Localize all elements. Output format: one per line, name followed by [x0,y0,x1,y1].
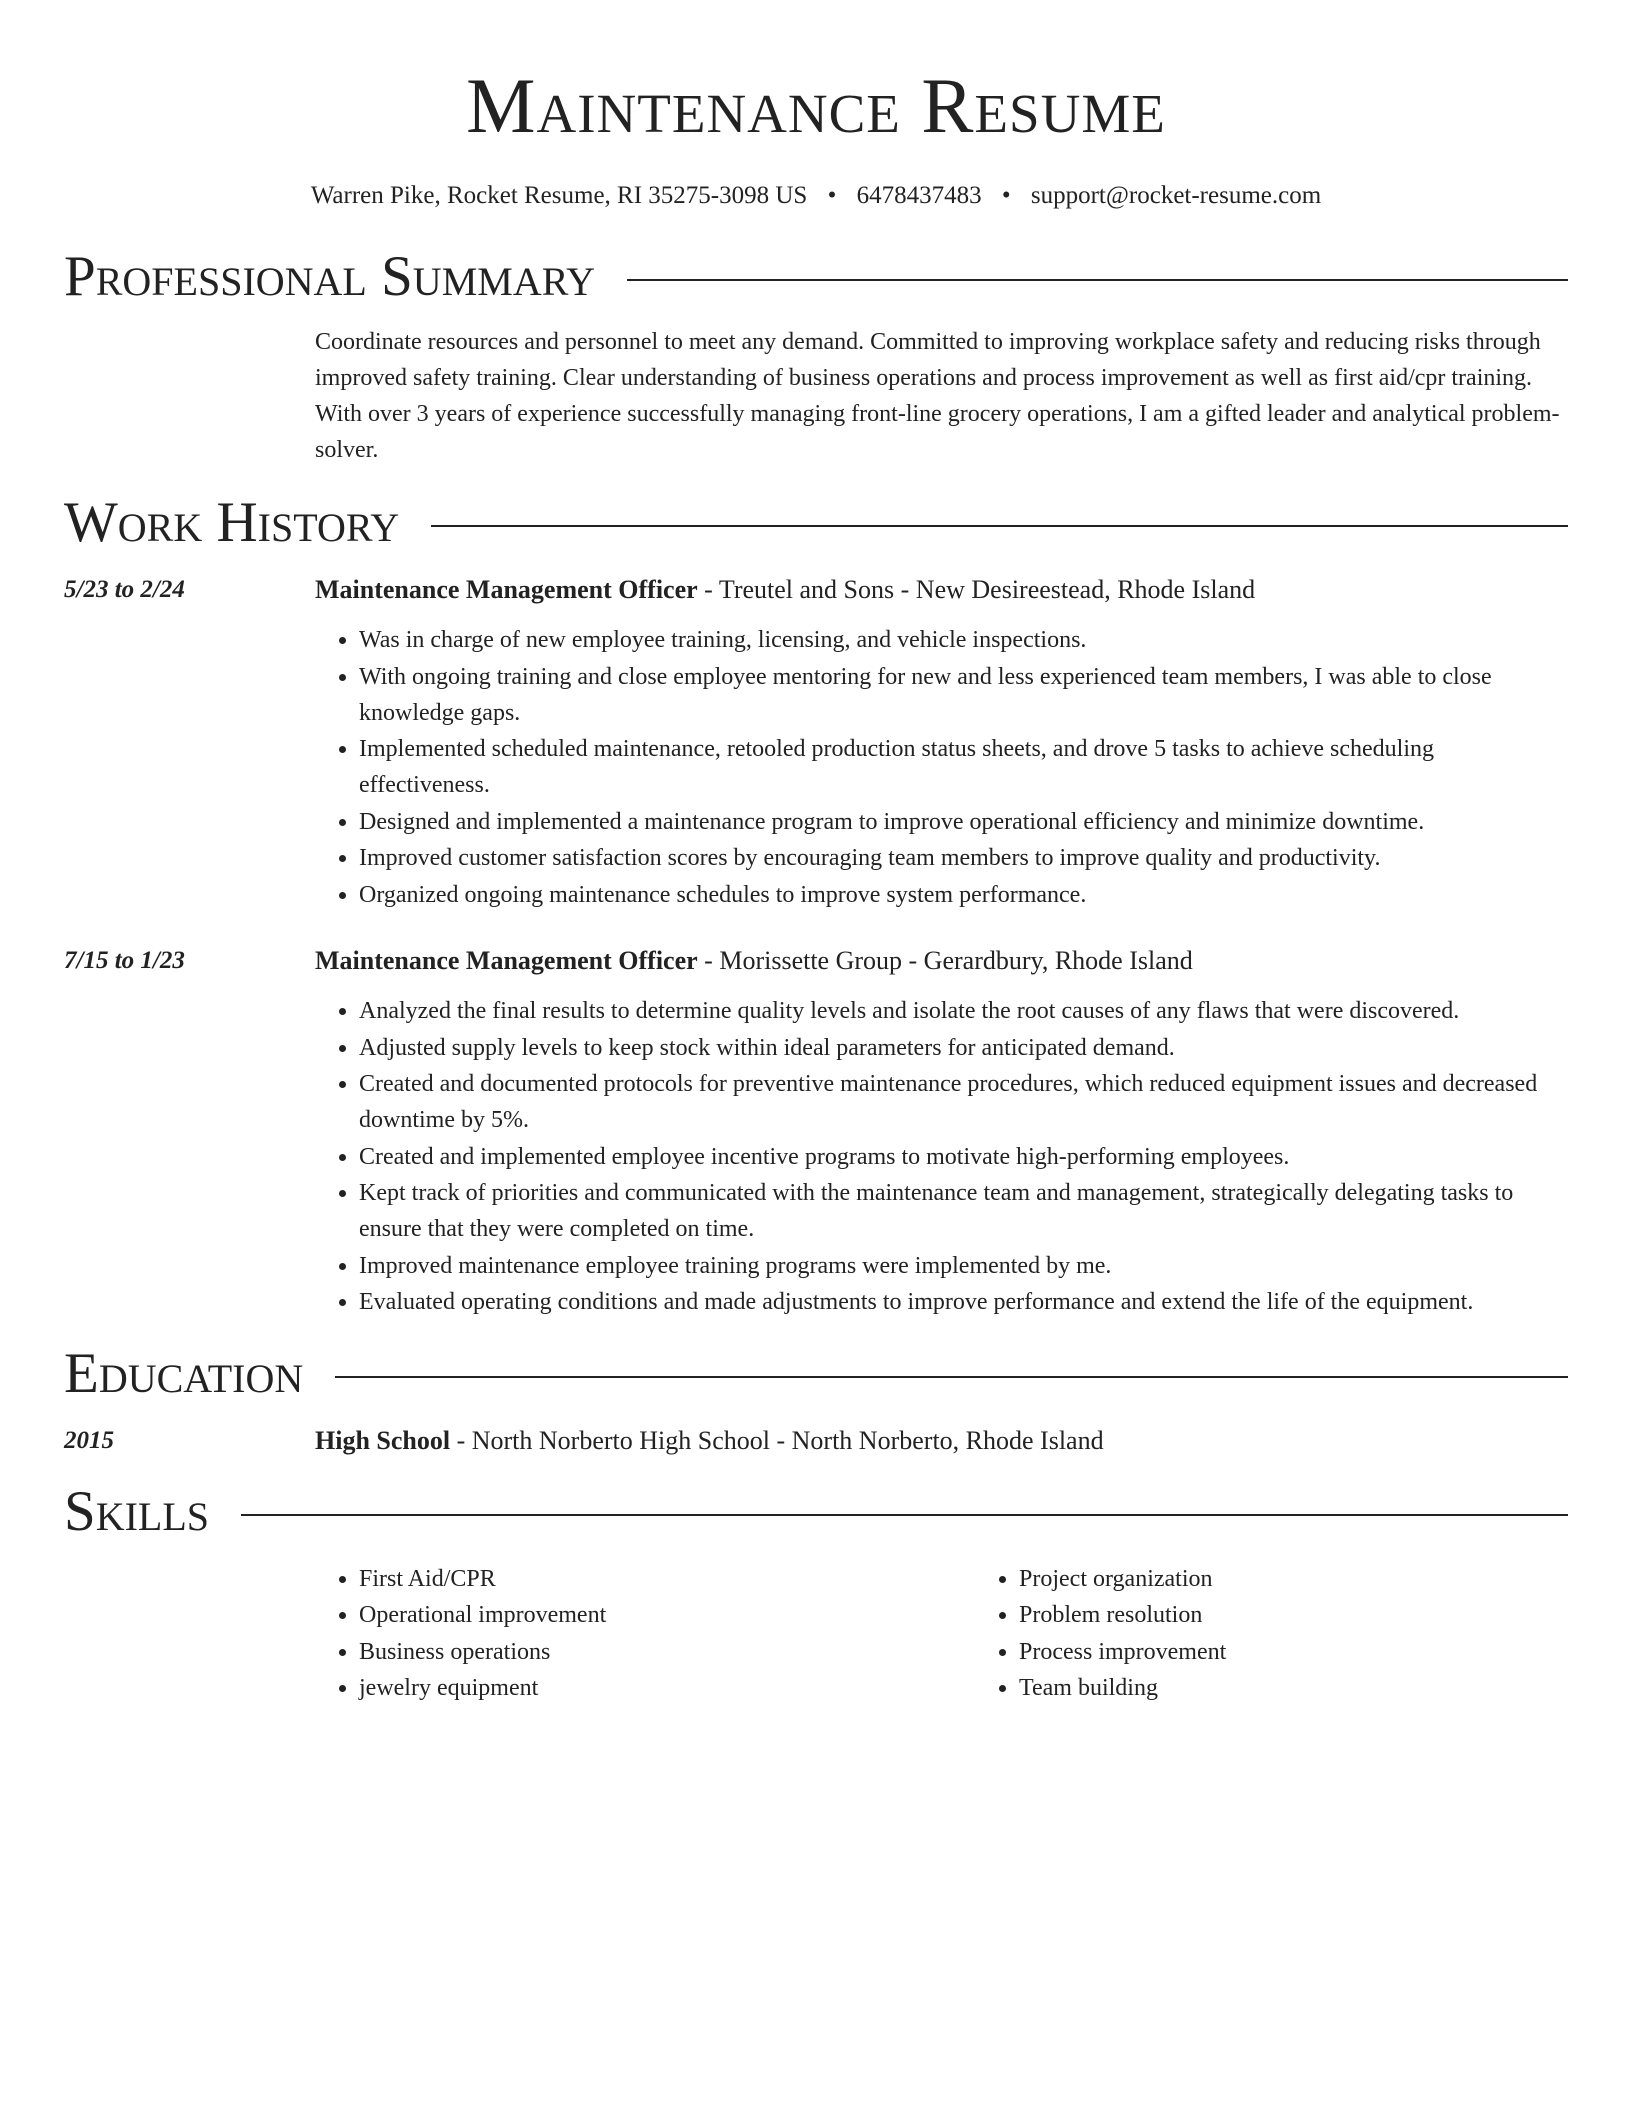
skill-item: • jewelry equipment [359,1670,975,1706]
job-details: - Treutel and Sons - New Desireestead, Rhode Island [697,575,1256,604]
job-dates: 5/23 to 2/24 [64,576,185,603]
resume-page [64,0,1568,1707]
education-entry [64,1423,1568,1459]
education-details: - North Norberto High School - North Norberto, Rhode Island [450,1425,1104,1455]
job-entry [64,943,1568,1321]
job-heading [315,572,1568,608]
skill-item: • Business operations [359,1634,975,1670]
job-title: Maintenance Management Officer [315,575,698,604]
job-title: Maintenance Management Officer [315,946,698,975]
skills-list-right [975,1561,1632,1707]
job-body [315,572,1568,913]
skill-item: • First Aid/CPR [359,1561,975,1597]
skill-item: • Operational improvement [359,1597,975,1633]
skills-left-spacer [64,1561,315,1707]
contact-email: support@rocket-resume.com [1030,182,1322,209]
contact-line [64,180,1568,212]
job-bullet: • Improved customer satisfaction scores by encouraging team members to improve quality and productivity. [359,840,1568,876]
contact-address: Warren Pike, Rocket Resume, RI 35275-3098 US [310,182,808,209]
summary-row [64,324,1568,468]
job-bullet: • Implemented scheduled maintenance, retooled production status sheets, and drove 5 tasks to achieve scheduling effectiveness. [359,731,1568,803]
job-entry [64,572,1568,913]
skills-section-header [64,1479,1568,1545]
job-bullet: • Kept track of priorities and communicated with the maintenance team and management, strategically delegating tasks to ensure that they were completed on time. [359,1175,1568,1247]
education-heading: Education [64,1341,304,1405]
contact-phone: 6478437483 [856,182,982,209]
skills-body [315,1561,1632,1707]
education-section-header [64,1341,1568,1407]
resume-title: Maintenance Resume [466,62,1166,149]
job-bullets [315,993,1568,1320]
job-bullets [315,622,1568,913]
skill-item: • Project organization [1019,1561,1632,1597]
job-bullet: • Adjusted supply levels to keep stock within ideal parameters for anticipated demand. [359,1030,1568,1066]
job-bullet: • Created and implemented employee incentive programs to motivate high-performing employees. [359,1139,1568,1175]
summary-left-spacer [64,324,315,468]
skills-heading: Skills [64,1479,210,1543]
job-bullet: • Analyzed the final results to determine quality levels and isolate the root causes of any flaws that were discovered. [359,993,1568,1029]
job-heading [315,943,1568,979]
job-bullet: • With ongoing training and close employee mentoring for new and less experienced team members, I was able to close knowledge gaps. [359,659,1568,731]
education-heading-line [315,1423,1568,1459]
skills-row [64,1561,1568,1707]
work-history-section-header [64,490,1568,556]
summary-section-header [64,244,1568,310]
job-bullet: • Designed and implemented a maintenance program to improve operational efficiency and minimize downtime. [359,804,1568,840]
section-divider [335,1376,1568,1378]
skill-item: • Team building [1019,1670,1632,1706]
job-bullet: • Was in charge of new employee training, licensing, and vehicle inspections. [359,622,1568,658]
skills-list-left [315,1561,975,1707]
education-degree: High School [315,1425,451,1455]
skills-grid [315,1561,1632,1707]
section-divider [627,279,1568,281]
skill-item: • Problem resolution [1019,1597,1632,1633]
contact-separator: • [827,182,837,209]
section-divider [241,1514,1568,1516]
job-bullet: • Organized ongoing maintenance schedules to improve system performance. [359,877,1568,913]
job-bullet: • Evaluated operating conditions and made adjustments to improve performance and extend the life of the equipment. [359,1284,1568,1320]
contact-separator: • [1001,182,1011,209]
job-details: - Morissette Group - Gerardbury, Rhode Island [697,946,1193,975]
education-body [315,1423,1568,1459]
job-bullet: • Created and documented protocols for preventive maintenance procedures, which reduced equipment issues and decreased downtime by 5%. [359,1066,1568,1138]
job-dates: 7/15 to 1/23 [64,947,185,974]
skill-item: • Process improvement [1019,1634,1632,1670]
work-history-heading: Work History [64,491,400,554]
summary-text: Coordinate resources and personnel to meet any demand. Committed to improving workplace safety and reducing risks through improved safety training. Clear understanding of business operations and process improvement as well as first aid/cpr training. With over 3 years of experience successfully managing front-line grocery operations, I am a gifted leader and analytical problem-solver. [315,329,1560,463]
section-divider [431,525,1568,527]
job-bullet: • Improved maintenance employee training programs were implemented by me. [359,1248,1568,1284]
education-year: 2015 [64,1426,114,1454]
job-body [315,943,1568,1321]
summary-body [315,324,1568,468]
summary-heading: Professional Summary [64,245,596,308]
